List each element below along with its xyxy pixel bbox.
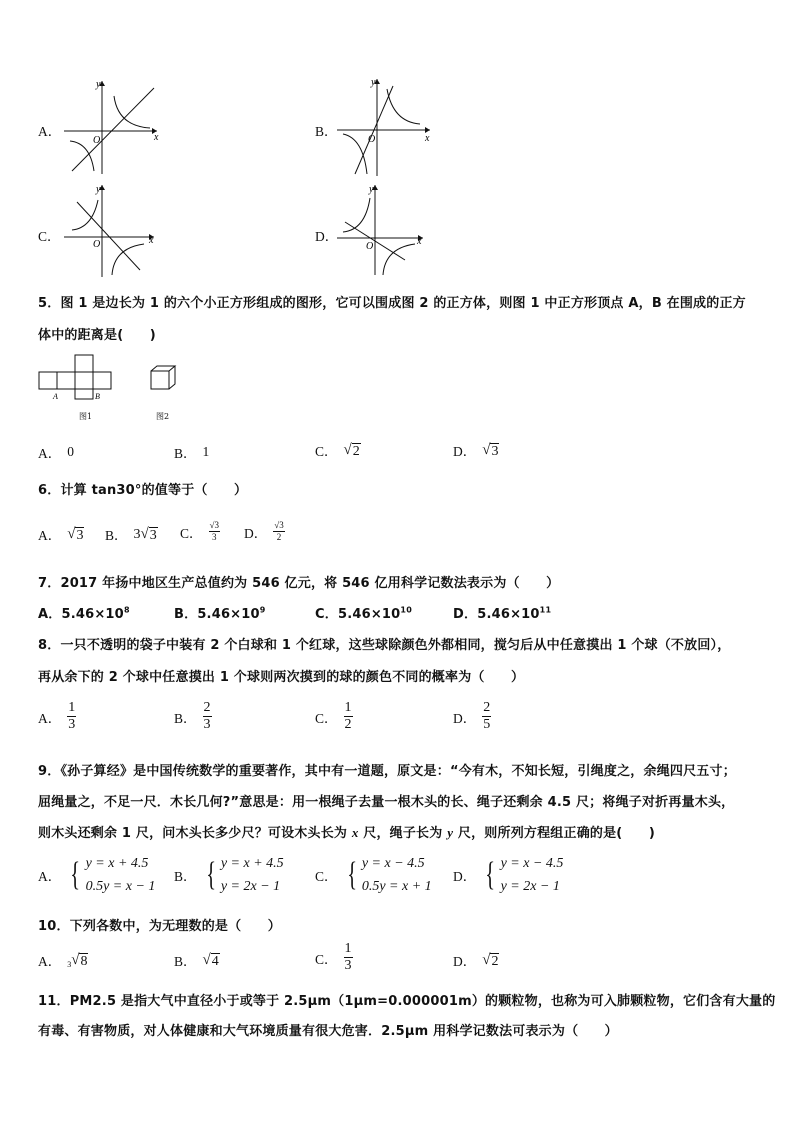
q5-option-c: C． √ 2 xyxy=(315,441,360,459)
svg-text:O: O xyxy=(93,135,101,146)
q8-option-a: A． $\frac{1}{3}$ xyxy=(38,700,76,732)
q10-option-c: C． $\frac{1}{3}$ xyxy=(315,941,352,973)
svg-text:x: x xyxy=(425,133,430,144)
q6-option-d: D． $\frac{√3}{2}$ xyxy=(244,520,284,542)
q6-option-b: B． 3 √ 3 xyxy=(105,525,157,543)
svg-text:x: x xyxy=(417,236,422,247)
graph-c xyxy=(62,180,162,280)
option-c-label: C． xyxy=(38,229,61,244)
q9-text-line2: 屈绳量之，不足一尺．木长几何?”意思是：用一根绳子去量一根木头的长、绳子还剩余 4.5 尺；将绳子对折再量木头， xyxy=(38,795,735,810)
q7-option-c: C．$5.46\times 10^{10}$ xyxy=(315,605,412,622)
svg-text:y: y xyxy=(96,79,101,90)
q5-option-b: B． 1 xyxy=(174,444,210,461)
svg-text:x: x xyxy=(149,235,154,246)
q5-text-line2: 体中的距离是( ) xyxy=(38,328,156,343)
q5-text-line1: 5．图 1 是边长为 1 的六个小正方形组成的图形，它可以围成图 2 的正方体，则图 1 中正方形顶点 A，B 在围成的正方 xyxy=(38,296,746,311)
q6-option-c: C． $\frac{√3}{3}$ xyxy=(180,520,219,542)
q9-text-line3: 则木头还剩余 1 尺，问木头长多少尺？可设木头长为 x 尺，绳子长为 y 尺，则所列方程组正确的是( ) xyxy=(38,825,655,841)
svg-text:O: O xyxy=(366,241,374,252)
svg-text:y: y xyxy=(96,184,101,195)
q8-option-b: B． $\frac{2}{3}$ xyxy=(174,700,211,732)
q5-point-a: A xyxy=(53,392,58,401)
q6-text: 6．计算 tan30°的值等于（ ） xyxy=(38,483,248,498)
option-b-label: B． xyxy=(315,124,338,139)
q8-text-line1: 8．一只不透明的袋子中装有 2 个白球和 1 个红球，这些球除颜色外都相同，搅匀后从中任意摸出 1 个球（不放回）， xyxy=(38,638,731,653)
q10-option-d: D． √ 2 xyxy=(453,951,499,969)
graph-d xyxy=(335,180,435,280)
q10-option-b: B． √ 4 xyxy=(174,951,219,969)
q5-option-d: D． √ 3 xyxy=(453,441,499,459)
graph-a xyxy=(62,76,162,176)
q11-text-line1: 11．PM2.5 是指大气中直径小于或等于 2.5μm（1μm=0.000001m）的颗粒物，也称为可入肺颗粒物，它们含有大量的 xyxy=(38,994,776,1009)
q5-fig1-caption: 图1 xyxy=(79,412,93,421)
q8-option-d: D． $\frac{2}{5}$ xyxy=(453,700,491,732)
q5-point-b: B xyxy=(95,392,100,401)
graph-b xyxy=(335,74,435,179)
q7-option-a: A．$5.46\times 10^8$ xyxy=(38,605,130,622)
svg-text:y: y xyxy=(371,77,376,88)
option-d-label: D． xyxy=(315,229,339,244)
svg-text:y: y xyxy=(369,184,374,195)
q10-text: 10．下列各数中，为无理数的是（ ） xyxy=(38,919,281,934)
q6-option-a: A． √ 3 xyxy=(38,525,84,543)
q9-option-d: D． { y = x − 4.5 y = 2x − 1 xyxy=(453,856,564,894)
q9-option-b: B． { y = x + 4.5 y = 2x − 1 xyxy=(174,856,284,894)
q9-text-line1: 9．《孙子算经》是中国传统数学的重要著作，其中有一道题，原文是：“今有木，不知长短，引绳度之，余绳四尺五寸； xyxy=(38,764,736,779)
q5-figure-2-cube xyxy=(149,364,181,392)
q7-text: 7．2017 年扬中地区生产总值约为 546 亿元，将 546 亿用科学记数法表示为（ ） xyxy=(38,576,560,591)
q9-option-c: C． { y = x − 4.5 0.5y = x + 1 xyxy=(315,856,432,894)
q9-option-a: A． { y = x + 4.5 0.5y = x − 1 xyxy=(38,856,156,894)
q7-option-d: D．$5.46\times 10^{11}$ xyxy=(453,605,552,622)
q10-option-a: A． 3 √ 8 xyxy=(38,951,88,969)
q5-fig2-caption: 图2 xyxy=(156,412,170,421)
q7-option-b: B．$5.46\times 10^9$ xyxy=(174,605,266,622)
q5-option-a: A． 0 xyxy=(38,444,74,461)
q8-text-line2: 再从余下的 2 个球中任意摸出 1 个球则两次摸到的球的颜色不同的概率为（ ） xyxy=(38,670,525,685)
svg-text:O: O xyxy=(368,134,376,145)
option-a-label: A． xyxy=(38,124,62,139)
svg-text:x: x xyxy=(154,132,159,143)
q8-option-c: C． $\frac{1}{2}$ xyxy=(315,700,352,732)
q5-figure-1-net xyxy=(37,353,117,401)
svg-text:O: O xyxy=(93,239,101,250)
q11-text-line2: 有毒、有害物质，对人体健康和大气环境质量有很大危害．2.5μm 用科学记数法可表示为（ ） xyxy=(38,1024,618,1039)
